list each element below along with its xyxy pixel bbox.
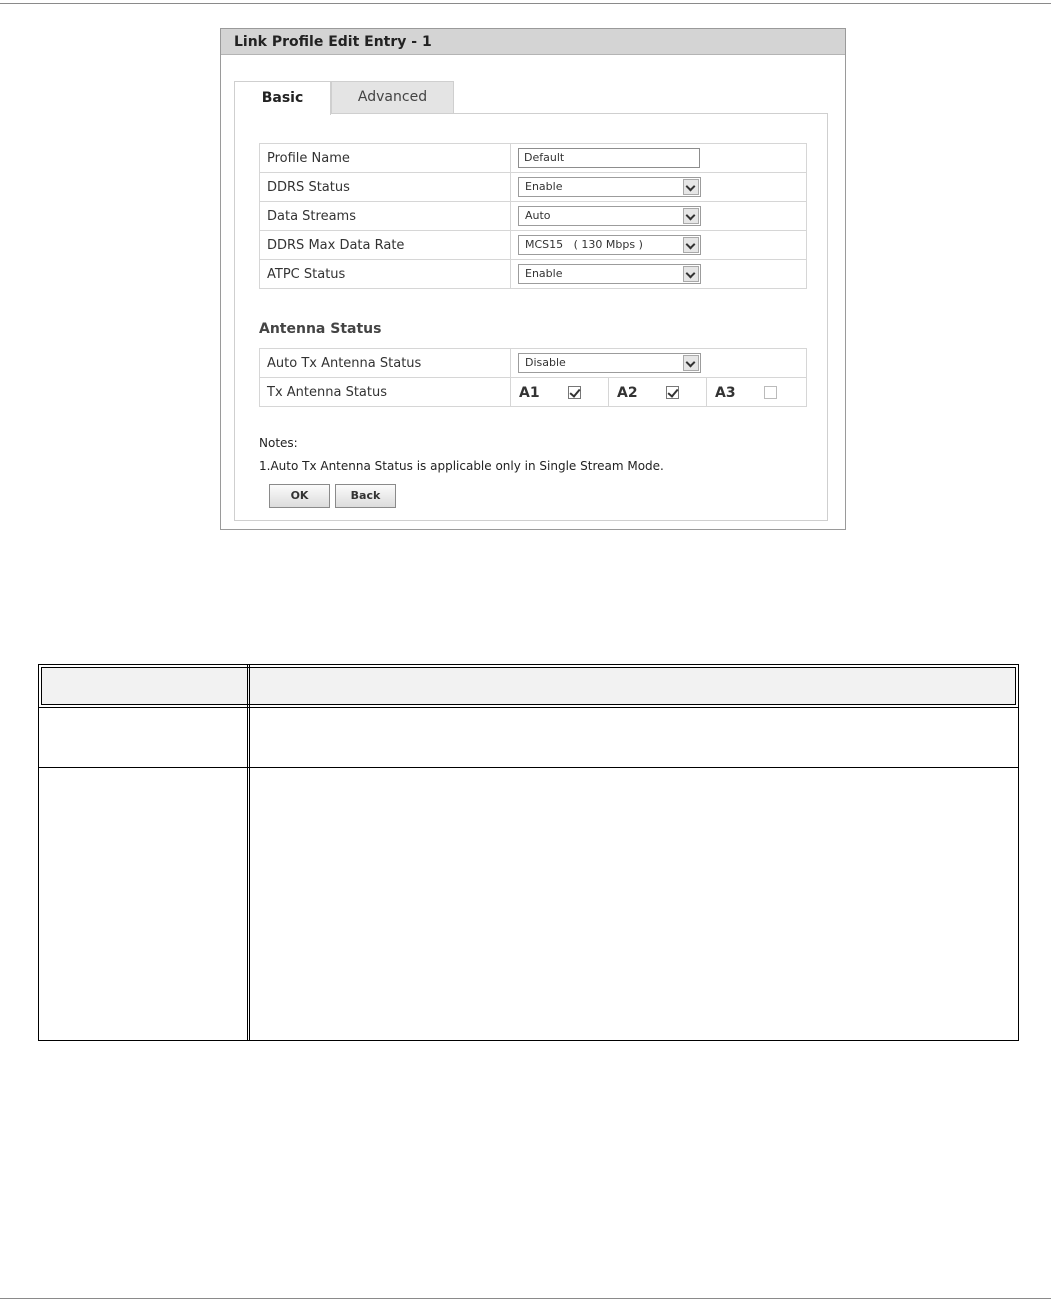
auto-tx-label: Auto Tx Antenna Status (260, 349, 511, 378)
ddrs-max-rate-label: DDRS Max Data Rate (260, 231, 511, 260)
page-top-rule (0, 3, 1051, 4)
antenna-status-heading: Antenna Status (259, 321, 382, 337)
notes-line-1: 1.Auto Tx Antenna Status is applicable only in Single Stream Mode. (259, 459, 664, 473)
back-button[interactable]: Back (335, 484, 396, 508)
data-streams-row (260, 202, 807, 231)
data-streams-label: Data Streams (260, 202, 511, 231)
antenna-a3-checkbox[interactable] (764, 386, 777, 399)
link-profile-edit-panel (220, 28, 846, 530)
basic-settings-table (259, 143, 807, 289)
antenna-a2-checkbox[interactable] (666, 386, 679, 399)
profile-name-label: Profile Name (260, 144, 511, 173)
chevron-down-icon[interactable] (683, 355, 699, 371)
antenna-a2-label: A2 (617, 385, 638, 401)
ddrs-status-label: DDRS Status (260, 173, 511, 202)
atpc-status-select[interactable] (518, 264, 701, 284)
antenna-a1-cell (511, 378, 609, 407)
atpc-status-value: Enable (525, 267, 563, 280)
profile-name-row (260, 144, 807, 173)
chevron-down-icon[interactable] (683, 179, 699, 195)
ddrs-status-row (260, 173, 807, 202)
tx-antenna-row (260, 378, 807, 407)
data-streams-value: Auto (525, 209, 551, 222)
ddrs-max-rate-select[interactable] (518, 235, 701, 255)
ddrs-max-rate-value: MCS15 ( 130 Mbps ) (525, 238, 643, 251)
profile-name-input[interactable]: Default (518, 148, 700, 168)
tab-advanced[interactable]: Advanced (331, 81, 454, 113)
ddrs-status-select[interactable] (518, 177, 701, 197)
row-divider-header (39, 707, 1018, 708)
column-divider (247, 665, 248, 1040)
atpc-status-row (260, 260, 807, 289)
atpc-status-label: ATPC Status (260, 260, 511, 289)
tab-basic[interactable]: Basic (234, 81, 331, 115)
antenna-a1-checkbox[interactable] (568, 386, 581, 399)
data-streams-select[interactable] (518, 206, 701, 226)
antenna-settings-table (259, 348, 807, 407)
auto-tx-value: Disable (525, 356, 566, 369)
table-header-row (41, 667, 1016, 705)
parameter-description-table (38, 664, 1019, 1041)
page-bottom-rule (0, 1298, 1051, 1299)
chevron-down-icon[interactable] (683, 208, 699, 224)
auto-tx-select[interactable] (518, 353, 701, 373)
notes (259, 432, 664, 478)
tx-antenna-label: Tx Antenna Status (260, 378, 511, 407)
ok-button[interactable]: OK (269, 484, 330, 508)
auto-tx-row (260, 349, 807, 378)
panel-title: Link Profile Edit Entry - 1 (221, 29, 845, 55)
ddrs-max-rate-row (260, 231, 807, 260)
chevron-down-icon[interactable] (683, 266, 699, 282)
antenna-a3-label: A3 (715, 385, 736, 401)
antenna-a1-label: A1 (519, 385, 540, 401)
chevron-down-icon[interactable] (683, 237, 699, 253)
column-divider-inner (249, 665, 250, 1040)
row-divider-1 (39, 767, 1018, 768)
ddrs-status-value: Enable (525, 180, 563, 193)
antenna-a3-cell (707, 378, 807, 407)
antenna-a2-cell (609, 378, 707, 407)
notes-heading: Notes: (259, 436, 298, 450)
